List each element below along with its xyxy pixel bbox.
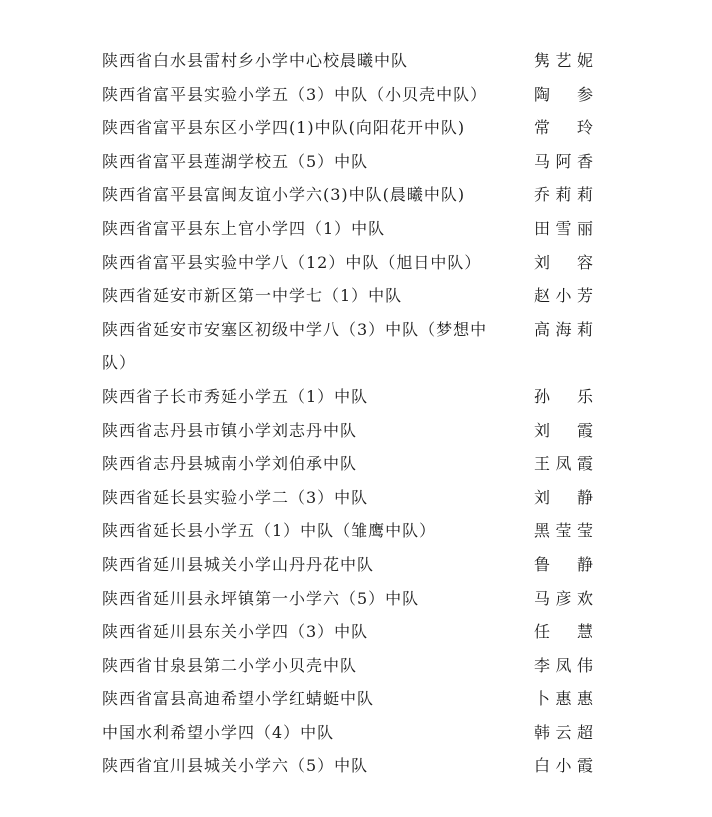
list-item [102,481,622,515]
person-name: 隽艺妮 [534,51,594,70]
person-name: 乔莉莉 [534,185,594,205]
person-name: 王凤霞 [534,454,594,474]
org-name: 陕西省子长市秀延小学五（1）中队 [102,386,369,406]
org-name: 陕西省延川县城关小学山丹丹花中队 [102,554,375,574]
person-name: 孙乐 [534,386,594,406]
org-name: 陕西省富平县实验小学五（3）中队（小贝壳中队） [102,84,488,104]
org-name: 陕西省延长县实验小学二（3）中队 [102,487,369,507]
person-name: 刘静 [534,487,594,507]
list-item [102,649,622,683]
list-item [102,380,622,414]
org-name: 陕西省延长县小学五（1）中队（雏鹰中队） [102,521,437,541]
list-item [102,212,622,246]
org-name: 陕西省甘泉县第二小学小贝壳中队 [102,655,358,675]
org-name: 中国水利希望小学四（4）中队 [102,722,335,742]
person-name: 白小霞 [534,756,594,776]
org-name: 陕西省富平县富闽友谊小学六(3)中队(晨曦中队) [102,185,466,205]
person-name: 马阿香 [534,151,594,171]
person-name: 韩云超 [534,722,594,742]
person-name: 赵小芳 [534,286,594,306]
org-name: 陕西省富县高迪希望小学红蜻蜓中队 [102,689,375,709]
person-name: 常玲 [534,118,594,138]
org-name: 陕西省延川县东关小学四（3）中队 [102,622,369,642]
list-item [102,615,622,649]
org-name: 陕西省延川县永坪镇第一小学六（5）中队 [102,588,420,608]
org-name: 陕西省宜川县城关小学六（5）中队 [102,756,369,776]
org-name: 陕西省富平县实验中学八（12）中队（旭日中队） [102,252,482,272]
person-name: 刘霞 [534,420,594,440]
person-name: 黑莹莹 [534,521,594,541]
org-name: 陕西省富平县莲湖学校五（5）中队 [102,151,369,171]
list-item [102,145,622,179]
person-name: 鲁静 [534,554,594,574]
list-item [102,111,622,145]
list-item [102,582,622,616]
list-item [102,44,622,78]
org-name: 陕西省延安市新区第一中学七（1）中队 [102,286,403,306]
org-name: 陕西省富平县东区小学四(1)中队(向阳花开中队) [102,118,466,138]
list-item [102,279,622,313]
org-name: 陕西省延安市安塞区初级中学八（3）中队（梦想中队） [102,319,488,373]
person-name: 任慧 [534,622,594,642]
person-name: 马彦欢 [534,588,594,608]
person-name: 卜惠惠 [534,689,594,709]
list-item [102,716,622,750]
honor-list [102,44,622,783]
list-item [102,414,622,448]
person-name: 陶参 [534,84,594,104]
list-item [102,313,622,380]
person-name: 刘容 [534,252,594,272]
list-item [102,78,622,112]
person-name: 李凤伟 [534,655,594,675]
list-item [102,548,622,582]
org-name: 陕西省志丹县市镇小学刘志丹中队 [102,420,358,440]
list-item [102,246,622,280]
org-name: 陕西省白水县雷村乡小学中心校晨曦中队 [102,51,409,70]
list-item [102,749,622,783]
org-name: 陕西省富平县东上官小学四（1）中队 [102,218,386,238]
list-item [102,178,622,212]
person-name: 田雪丽 [534,218,594,238]
person-name: 高海莉 [534,319,594,339]
list-item [102,682,622,716]
list-item [102,447,622,481]
list-item [102,514,622,548]
org-name: 陕西省志丹县城南小学刘伯承中队 [102,454,358,474]
